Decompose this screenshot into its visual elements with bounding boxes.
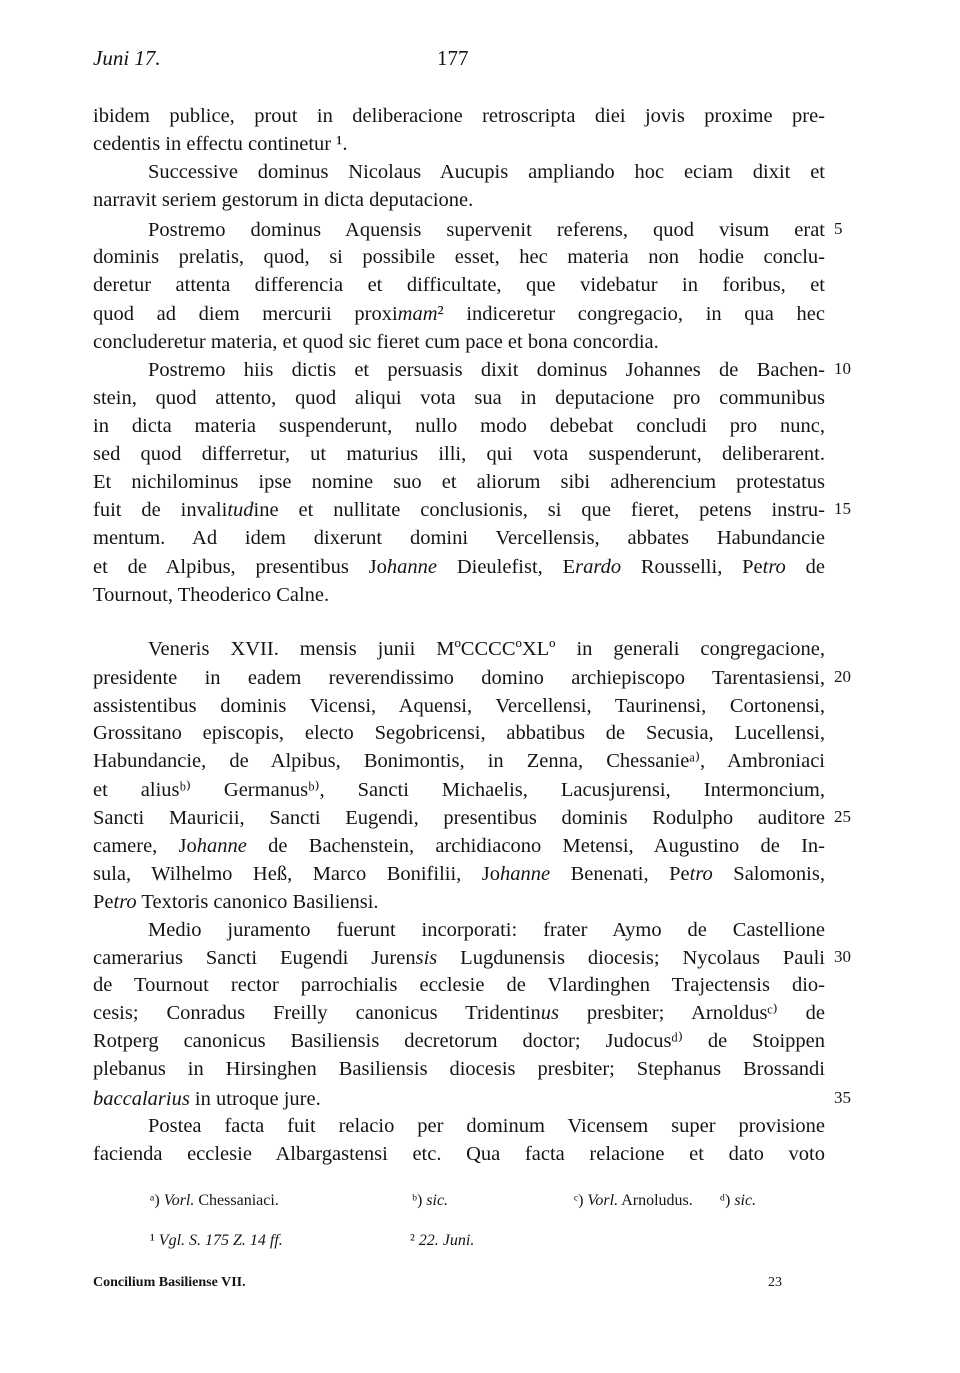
text-line	[93, 497, 825, 523]
text-segment: Rotperg canonicus Basiliensis decretorum doctor; Judocusᵈ⁾ de Stoippen	[93, 1030, 825, 1052]
text-line	[148, 159, 825, 185]
footer-signature: 23	[768, 1275, 782, 1290]
italic-segment: sis	[415, 947, 438, 969]
page-number: 177	[437, 46, 469, 70]
text-line	[93, 805, 825, 831]
editorial-footnote	[410, 1232, 474, 1250]
text-segment: cedentis in effectu continetur ¹.	[93, 133, 348, 155]
text-line	[93, 469, 825, 495]
text-line	[93, 972, 825, 998]
text-line	[93, 861, 825, 887]
text-segment: de Tournout rector parrochialis ecclesie de Vlardinghen Trajectensis dio-	[93, 974, 825, 996]
italic-segment: tud	[227, 499, 254, 521]
text-line	[93, 833, 825, 859]
footer-title: Concilium Basiliense VII.	[93, 1275, 246, 1290]
text-segment: Grossitano episcopis, electo Segobricensi, abbatibus de Secusia, Lucellensi,	[93, 722, 825, 744]
line-number: 25	[834, 807, 851, 826]
text-segment: Salomonis,	[712, 863, 825, 885]
text-segment: in dicta materia suspenderunt, nullo modo debebat concludi pro nunc,	[93, 415, 825, 437]
italic-segment: hanne	[196, 835, 247, 857]
text-line	[93, 1028, 825, 1054]
italic-segment: tro	[762, 556, 786, 578]
text-line	[93, 1056, 825, 1082]
line-number: 30	[834, 947, 851, 966]
footnote-italic: 22. Juni.	[418, 1232, 475, 1249]
text-segment: Veneris XVII. mensis junii MºCCCCºXLº in generali congregacione,	[148, 638, 825, 660]
text-segment: Textoris canonico Basiliensi.	[136, 891, 379, 913]
text-line	[148, 636, 825, 662]
text-segment: Et nichilominus ipse nomine suo et aliorum sibi adherencium protestatus	[93, 471, 825, 493]
text-segment: Benenati, Pe	[550, 863, 690, 885]
text-line	[93, 329, 825, 355]
footnote-mark: ᶜ)	[574, 1192, 588, 1209]
text-line	[148, 357, 825, 383]
text-segment: ine et nullitate conclusionis, si que fieret, petens instru-	[253, 499, 825, 521]
footnote-mark: ²	[410, 1232, 415, 1249]
critical-footnote	[574, 1192, 693, 1210]
line-number: 15	[834, 499, 851, 518]
text-segment: Habundancie, de Alpibus, Bonimontis, in Zenna, Chessanieᵃ⁾, Ambroniaci	[93, 750, 825, 772]
text-segment: camere, Jo	[93, 835, 197, 857]
text-line	[93, 1141, 825, 1167]
running-header-date: Juni 17.	[93, 46, 161, 70]
text-segment: in utroque jure.	[189, 1088, 321, 1110]
text-line	[93, 1086, 825, 1112]
italic-segment: tro	[113, 891, 137, 913]
text-line	[93, 720, 825, 746]
footnote-text: Chessaniaci.	[194, 1192, 279, 1209]
text-segment: cesis; Conradus Freilly canonicus Tridentin	[93, 1002, 541, 1024]
footnote-italic: Vgl. S. 175 Z. 14 ff.	[158, 1232, 283, 1249]
text-line	[93, 525, 825, 551]
text-segment: fuit de invali	[93, 499, 228, 521]
text-line	[93, 554, 825, 580]
line-number: 5	[834, 219, 843, 238]
text-segment: Pe	[93, 891, 114, 913]
text-line	[93, 301, 825, 327]
text-segment: sed quod differretur, ut maturius illi, qui vota suspenderunt, deliberarent.	[93, 443, 825, 465]
text-segment: ibidem publice, prout in deliberacione retroscripta diei jovis proxime pre-	[93, 105, 825, 127]
text-segment: de Bachenstein, archidiacono Metensi, Augustino de In-	[246, 835, 825, 857]
text-line	[93, 187, 825, 213]
text-line	[93, 693, 825, 719]
text-line	[93, 945, 825, 971]
editorial-footnote	[150, 1232, 283, 1250]
text-line	[93, 889, 825, 915]
text-segment: et de Alpibus, presentibus Jo	[93, 556, 387, 578]
italic-segment: hanne	[386, 556, 438, 578]
text-segment: sula, Wilhelmo Heß, Marco Bonifilii, Jo	[93, 863, 501, 885]
text-segment: facienda ecclesie Albargastensi etc. Qua facta relacione et dato voto	[93, 1143, 825, 1165]
text-line	[93, 131, 825, 157]
text-segment: assistentibus dominis Vicensi, Aquensi, Vercellensi, Taurinensi, Cortonensi,	[93, 695, 825, 717]
text-line	[93, 665, 825, 691]
text-segment: concluderetur materia, et quod sic fieret cum pace et bona concordia.	[93, 331, 659, 353]
text-line	[93, 272, 825, 298]
text-segment: Rousselli, Pe	[621, 556, 763, 578]
text-segment: deretur attenta differencia et difficultate, que videbatur in foribus, et	[93, 274, 825, 296]
text-line	[148, 217, 825, 243]
footnote-italic: Vorl.	[587, 1192, 619, 1209]
line-number: 20	[834, 667, 851, 686]
italic-segment: rardo	[575, 556, 622, 578]
text-line	[93, 1000, 825, 1026]
text-segment: stein, quod attento, quod aliqui vota sua in deputacione pro communibus	[93, 387, 825, 409]
text-segment: Successive dominus Nicolaus Aucupis ampliando hoc eciam dixit et	[148, 161, 825, 183]
text-line	[93, 385, 825, 411]
text-segment: mentum. Ad idem dixerunt domini Vercellensis, abbates Habundancie	[93, 527, 825, 549]
text-segment: ² indiceretur congregacio, in qua hec	[437, 303, 825, 325]
line-number: 10	[834, 359, 851, 378]
text-segment: camerarius Sancti Eugendi Juren	[93, 947, 416, 969]
text-segment: presidente in eadem reverendissimo domino archiepiscopo Tarentasiensi,	[93, 667, 825, 689]
text-segment: Postremo dominus Aquensis supervenit referens, quod visum erat	[148, 219, 825, 241]
text-line	[93, 413, 825, 439]
critical-footnote	[720, 1192, 756, 1210]
footnote-text: Arnoludus.	[618, 1192, 693, 1209]
text-line	[148, 1113, 825, 1139]
footnote-italic: Vorl.	[163, 1192, 195, 1209]
text-segment: Lugdunensis diocesis; Nycolaus Pauli	[437, 947, 825, 969]
italic-segment: hanne	[500, 863, 551, 885]
italic-segment: mam	[397, 303, 438, 325]
footnote-italic: sic.	[734, 1192, 757, 1209]
footnote-mark: ¹	[150, 1232, 155, 1249]
text-line	[93, 748, 825, 774]
critical-footnote	[150, 1192, 279, 1210]
critical-footnote	[412, 1192, 448, 1210]
text-segment: Medio juramento fuerunt incorporati: frater Aymo de Castellione	[148, 919, 825, 941]
text-line	[93, 582, 825, 608]
text-segment: quod ad diem mercurii proxi	[93, 303, 398, 325]
text-segment: de	[785, 556, 825, 578]
text-segment: presbiter; Arnoldusᶜ⁾ de	[558, 1002, 825, 1024]
text-segment: plebanus in Hirsinghen Basiliensis diocesis presbiter; Stephanus Brossandi	[93, 1058, 825, 1080]
italic-segment: tro	[689, 863, 713, 885]
text-line	[93, 441, 825, 467]
footnote-italic: sic.	[426, 1192, 449, 1209]
italic-segment: baccalarius	[93, 1088, 190, 1110]
italic-segment: us	[540, 1002, 559, 1024]
text-segment: Postremo hiis dictis et persuasis dixit dominus Johannes de Bachen-	[148, 359, 825, 381]
text-segment: dominis prelatis, quod, si possibile esset, hec materia non hodie conclu-	[93, 246, 825, 268]
footnote-mark: ᵇ)	[412, 1192, 427, 1209]
footnote-mark: ᵈ)	[720, 1192, 735, 1209]
text-segment: Sancti Mauricii, Sancti Eugendi, presentibus dominis Rodulpho auditore	[93, 807, 825, 829]
text-segment: Postea facta fuit relacio per dominum Vicensem super provisione	[148, 1115, 825, 1137]
text-line	[93, 777, 825, 803]
text-line	[93, 244, 825, 270]
line-number: 35	[834, 1088, 851, 1107]
text-segment: et aliusᵇ⁾ Germanusᵇ⁾, Sancti Michaelis, Lacusjurensi, Intermoncium,	[93, 779, 825, 801]
text-line	[93, 103, 825, 129]
text-segment: Dieulefist, E	[437, 556, 576, 578]
text-segment: Tournout, Theoderico Calne.	[93, 584, 330, 606]
text-line	[148, 917, 825, 943]
text-segment: narravit seriem gestorum in dicta deputacione.	[93, 189, 474, 211]
footnote-mark: ᵃ)	[150, 1192, 164, 1209]
